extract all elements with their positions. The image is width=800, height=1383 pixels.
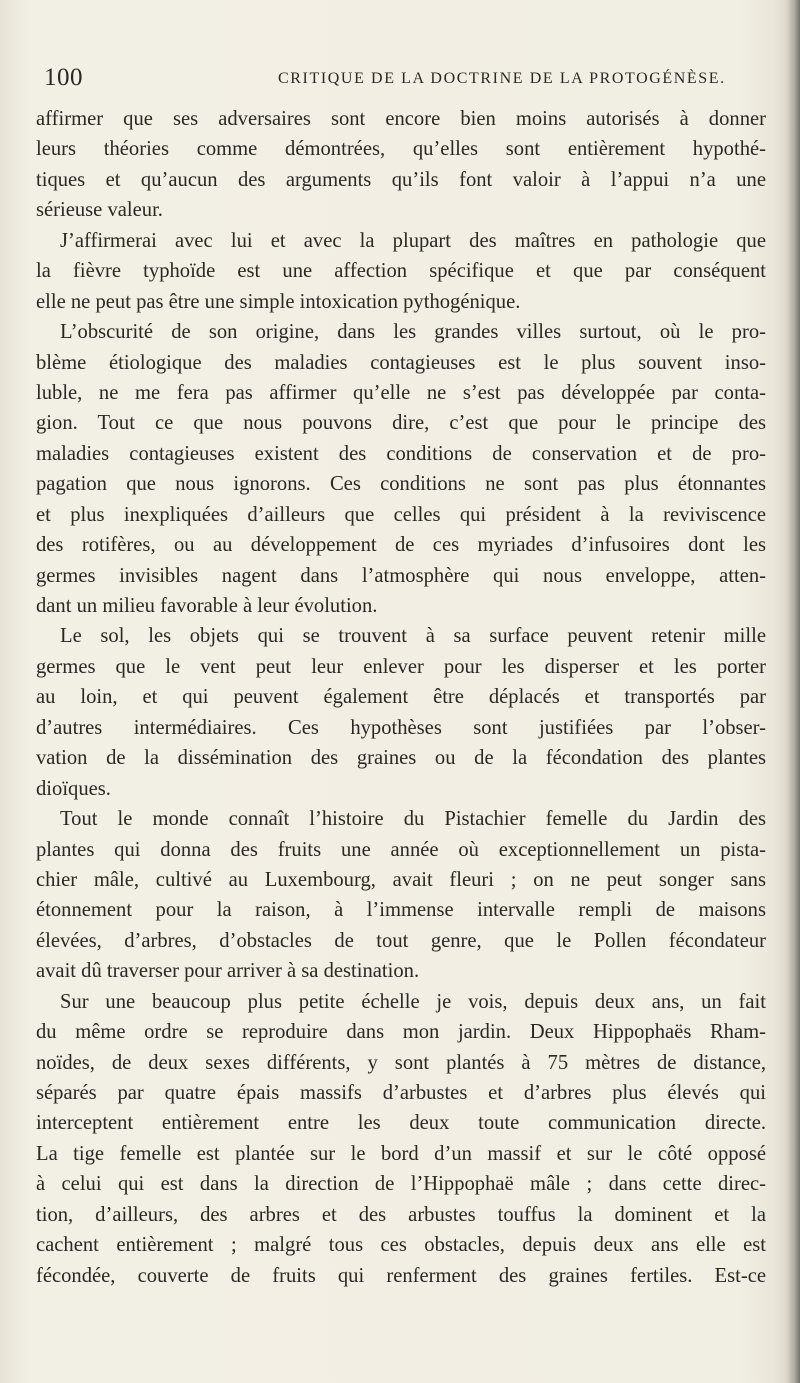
- text-line: J’affirmerai avec lui et avec la plupart des maîtres en pathologie que: [60, 229, 766, 252]
- text-line: Le sol, les objets qui se trouvent à sa surface peuvent retenir mille: [60, 625, 766, 648]
- text-line: séparés par quatre épais massifs d’arbustes et d’arbres plus élevés qui: [36, 1082, 766, 1104]
- text-line: pagation que nous ignorons. Ces conditions ne sont pas plus étonnantes: [36, 473, 766, 496]
- text-line: la fièvre typhoïde est une affection spécifique et que par conséquent: [36, 260, 766, 283]
- text-line: elle ne peut pas être une simple intoxication pythogénique.: [36, 290, 521, 313]
- text-line: La tige femelle est plantée sur le bord d’un massif et sur le côté opposé: [36, 1142, 766, 1165]
- text-line: à celui qui est dans la direction de l’Hippophaë mâle ; dans cette direc-: [36, 1173, 766, 1196]
- text-line: élevées, d’arbres, d’obstacles de tout genre, que le Pollen fécondateur: [36, 929, 766, 952]
- text-line: noïdes, de deux sexes différents, y sont plantés à 75 mètres de distance,: [36, 1051, 766, 1074]
- page-edge-shadow: [786, 0, 800, 1383]
- running-title: CRITIQUE DE LA DOCTRINE DE LA PROTOGÉNÈSE.: [278, 70, 726, 87]
- text-line: affirmer que ses adversaires sont encore bien moins autorisés à donner: [36, 108, 766, 130]
- text-line: tiques et qu’aucun des arguments qu’ils font valoir à l’appui n’a une: [36, 168, 766, 191]
- text-line: leurs théories comme démontrées, qu’elles sont entièrement hypothé-: [36, 138, 766, 161]
- text-line: et plus inexpliquées d’ailleurs que celles qui président à la reviviscence: [36, 503, 766, 526]
- text-line: du même ordre se reproduire dans mon jardin. Deux Hippophaës Rham-: [36, 1021, 766, 1044]
- text-line: cachent entièrement ; malgré tous ces obstacles, depuis deux ans elle est: [36, 1234, 766, 1257]
- text-line: germes que le vent peut leur enlever pour les disperser et les porter: [36, 655, 766, 678]
- text-line: luble, ne me fera pas affirmer qu’elle ne s’est pas développée par conta-: [36, 381, 766, 404]
- text-line: Tout le monde connaît l’histoire du Pistachier femelle du Jardin des: [60, 808, 766, 831]
- text-line: d’autres intermédiaires. Ces hypothèses sont justifiées par l’obser-: [36, 716, 766, 739]
- text-line: dant un milieu favorable à leur évolution.: [36, 595, 378, 617]
- text-line: maladies contagieuses existent des conditions de conservation et de pro-: [36, 442, 766, 465]
- text-line: avait dû traverser pour arriver à sa destination.: [36, 960, 420, 983]
- text-line: sérieuse valeur.: [36, 199, 163, 222]
- text-line: dioïques.: [36, 777, 111, 800]
- text-line: gion. Tout ce que nous pouvons dire, c’est que pour le principe des: [36, 412, 766, 435]
- text-line: tion, d’ailleurs, des arbres et des arbustes touffus la dominent et la: [36, 1203, 766, 1226]
- text-line: au loin, et qui peuvent également être déplacés et transportés par: [36, 686, 766, 709]
- text-line: chier mâle, cultivé au Luxembourg, avait fleuri ; on ne peut songer sans: [36, 868, 766, 891]
- page-number: 100: [44, 64, 83, 91]
- page-header: [44, 64, 760, 94]
- text-line: Sur une beaucoup plus petite échelle je vois, depuis deux ans, un fait: [60, 990, 766, 1013]
- text-line: interceptent entièrement entre les deux toute communication directe.: [36, 1112, 766, 1135]
- body-text: [36, 104, 766, 1291]
- text-line: des rotifères, ou au développement de ces myriades d’infusoires dont les: [36, 534, 766, 557]
- text-line: fécondée, couverte de fruits qui renferment des graines fertiles. Est-ce: [36, 1264, 766, 1287]
- text-line: L’obscurité de son origine, dans les grandes villes surtout, où le pro-: [60, 321, 766, 344]
- text-line: germes invisibles nagent dans l’atmosphère qui nous enveloppe, atten-: [36, 564, 766, 587]
- text-line: vation de la dissémination des graines ou de la fécondation des plantes: [36, 747, 766, 770]
- text-line: étonnement pour la raison, à l’immense intervalle rempli de maisons: [36, 899, 766, 922]
- text-line: plantes qui donna des fruits une année où exceptionnellement un pista-: [36, 838, 766, 861]
- text-line: blème étiologique des maladies contagieuses est le plus souvent inso-: [36, 351, 766, 374]
